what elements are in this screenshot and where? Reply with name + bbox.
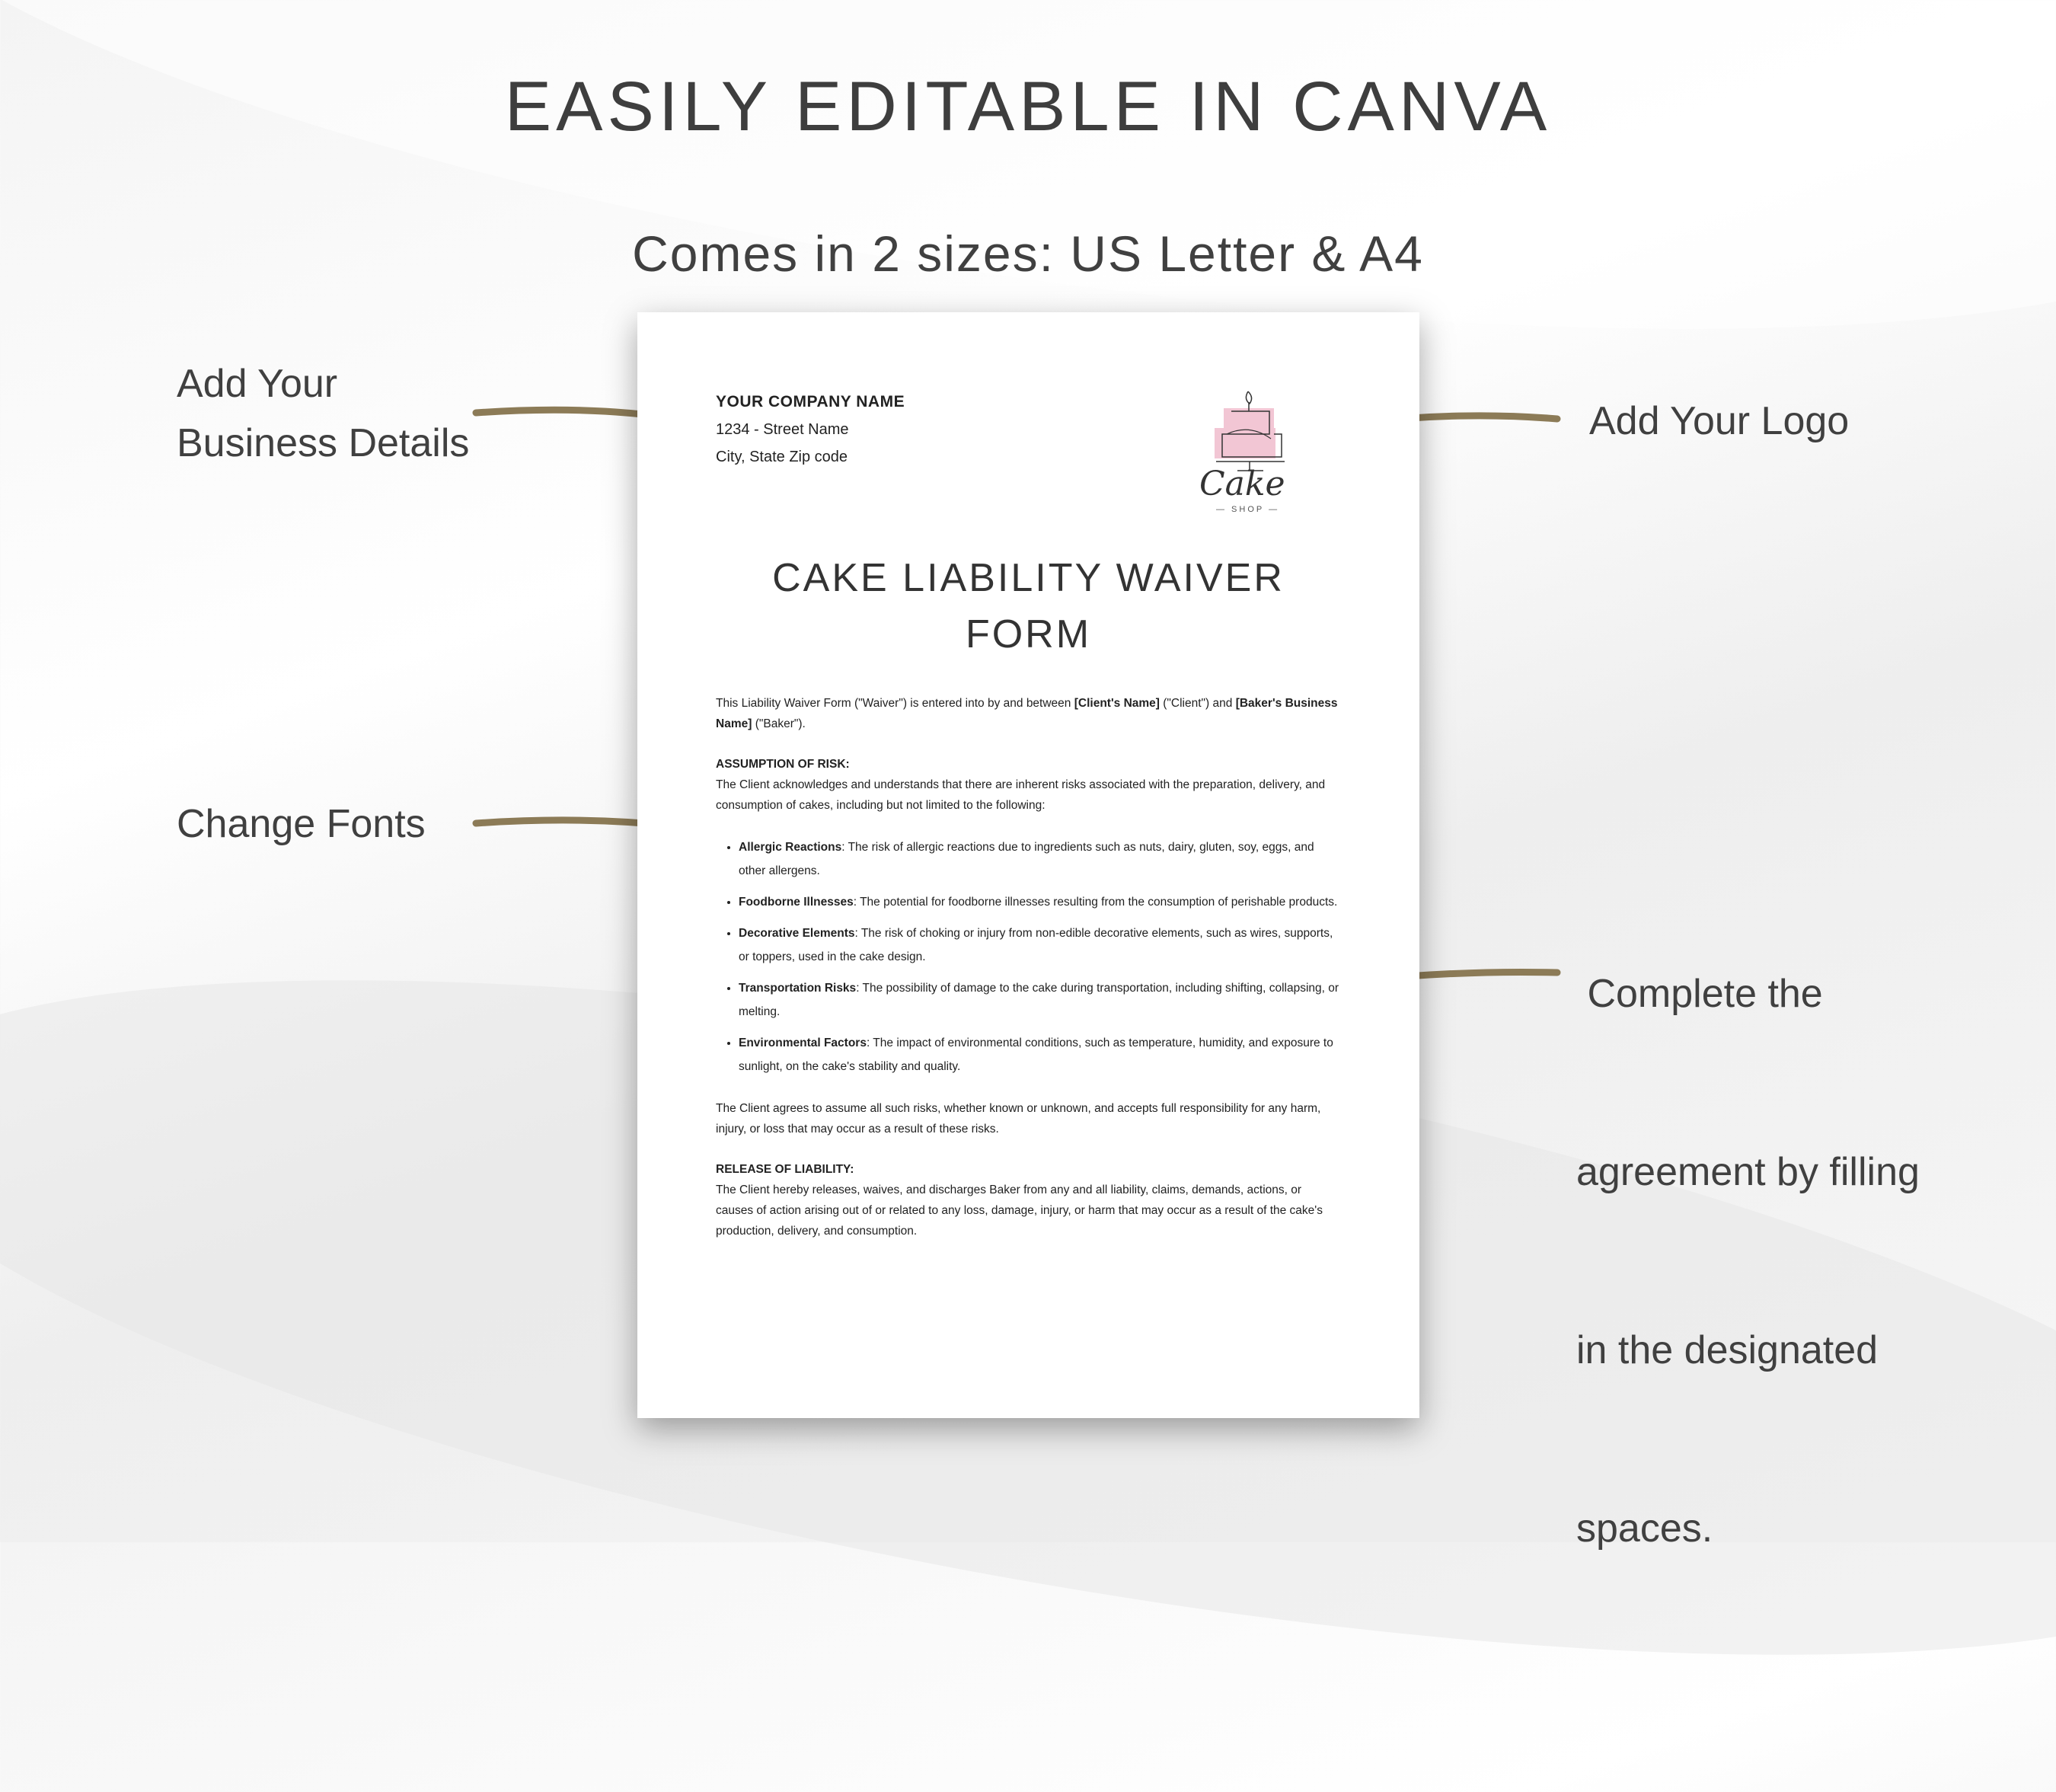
title-line: CAKE LIABILITY WAIVER — [772, 556, 1285, 600]
risk-term: Decorative Elements — [739, 927, 855, 940]
list-item — [739, 922, 1340, 969]
callout-line: Add Your — [177, 362, 338, 406]
callout-line: agreement by filling — [1576, 1150, 1920, 1194]
risk-term: Environmental Factors — [739, 1037, 867, 1049]
logo-text: Cake — [1199, 465, 1285, 503]
subheadline: Comes in 2 sizes: US Letter & A4 — [632, 225, 1424, 282]
risk-text: : The potential for foodborne illnesses resulting from the consumption of perishable products. — [853, 896, 1338, 909]
callout-line: Complete the — [1576, 972, 1823, 1016]
release-paragraph: The Client hereby releases, waives, and discharges Baker from any and all liability, claims, demands, actions, or causes of action arising out of or related to any loss, damage, injury, or harm that may occur as a result of the cake's production, delivery, and consumption. — [716, 1183, 1323, 1238]
assumption-heading: ASSUMPTION OF RISK: — [716, 758, 850, 771]
callout-line: Business Details — [177, 421, 470, 465]
risk-term: Foodborne Illnesses — [739, 896, 854, 909]
list-item — [739, 976, 1340, 1024]
headline: EASILY EDITABLE IN CANVA — [504, 68, 1552, 145]
callout-add-logo: Add Your Logo — [1589, 399, 1850, 443]
callout-line: in the designated — [1576, 1328, 1879, 1372]
agree-paragraph: The Client agrees to assume all such risks, whether known or unknown, and accepts full responsibility for any harm, injury, or loss that may occur as a result of these risks. — [716, 1102, 1321, 1136]
risk-term: Allergic Reactions — [739, 841, 842, 854]
company-details — [716, 388, 905, 471]
risk-text: : The impact of environmental conditions, such as temperature, humidity, and exposure to sunlight, on the cake's stability and quality. — [739, 1037, 1333, 1073]
company-name: YOUR COMPANY NAME — [716, 393, 905, 410]
company-street: 1234 - Street Name — [716, 421, 849, 438]
list-item — [739, 890, 1340, 914]
intro-text: ("Baker"). — [752, 717, 806, 730]
list-item — [739, 1031, 1340, 1078]
document-title — [637, 550, 1419, 663]
intro-paragraph — [716, 693, 1340, 734]
callout-business-details — [177, 354, 469, 473]
list-item — [739, 835, 1340, 883]
logo-subtext: — SHOP — — [1216, 505, 1280, 514]
client-name-placeholder: [Client's Name] — [1074, 697, 1160, 710]
risk-list — [716, 835, 1340, 1078]
risk-text: : The risk of allergic reactions due to ingredients such as nuts, dairy, gluten, soy, eggs, and other allergens. — [739, 841, 1314, 877]
release-heading: RELEASE OF LIABILITY: — [716, 1163, 854, 1176]
baker-name-placeholder: [Baker's Business Name] — [716, 697, 1338, 730]
company-city: City, State Zip code — [716, 449, 848, 465]
intro-text: This Liability Waiver Form ("Waiver") is entered into by and between — [716, 697, 1074, 710]
callout-line: spaces. — [1576, 1506, 1713, 1551]
risk-term: Transportation Risks — [739, 982, 857, 995]
intro-text: ("Client") and — [1159, 697, 1236, 710]
document-preview — [637, 312, 1419, 1418]
risk-text: : The risk of choking or injury from non-edible decorative elements, such as wires, supports, or toppers, used in the cake design. — [739, 927, 1333, 963]
assumption-paragraph: The Client acknowledges and understands that there are inherent risks associated with the preparation, delivery, and consumption of cakes, including but not limited to the following: — [716, 778, 1326, 812]
callout-change-fonts: Change Fonts — [177, 802, 426, 846]
cake-logo — [1193, 381, 1315, 518]
title-line: FORM — [965, 612, 1092, 656]
risk-text: : The possibility of damage to the cake during transportation, including shifting, collapsing, or melting. — [739, 982, 1339, 1018]
document-body — [716, 693, 1340, 1261]
callout-complete-agreement — [1576, 845, 1920, 1618]
